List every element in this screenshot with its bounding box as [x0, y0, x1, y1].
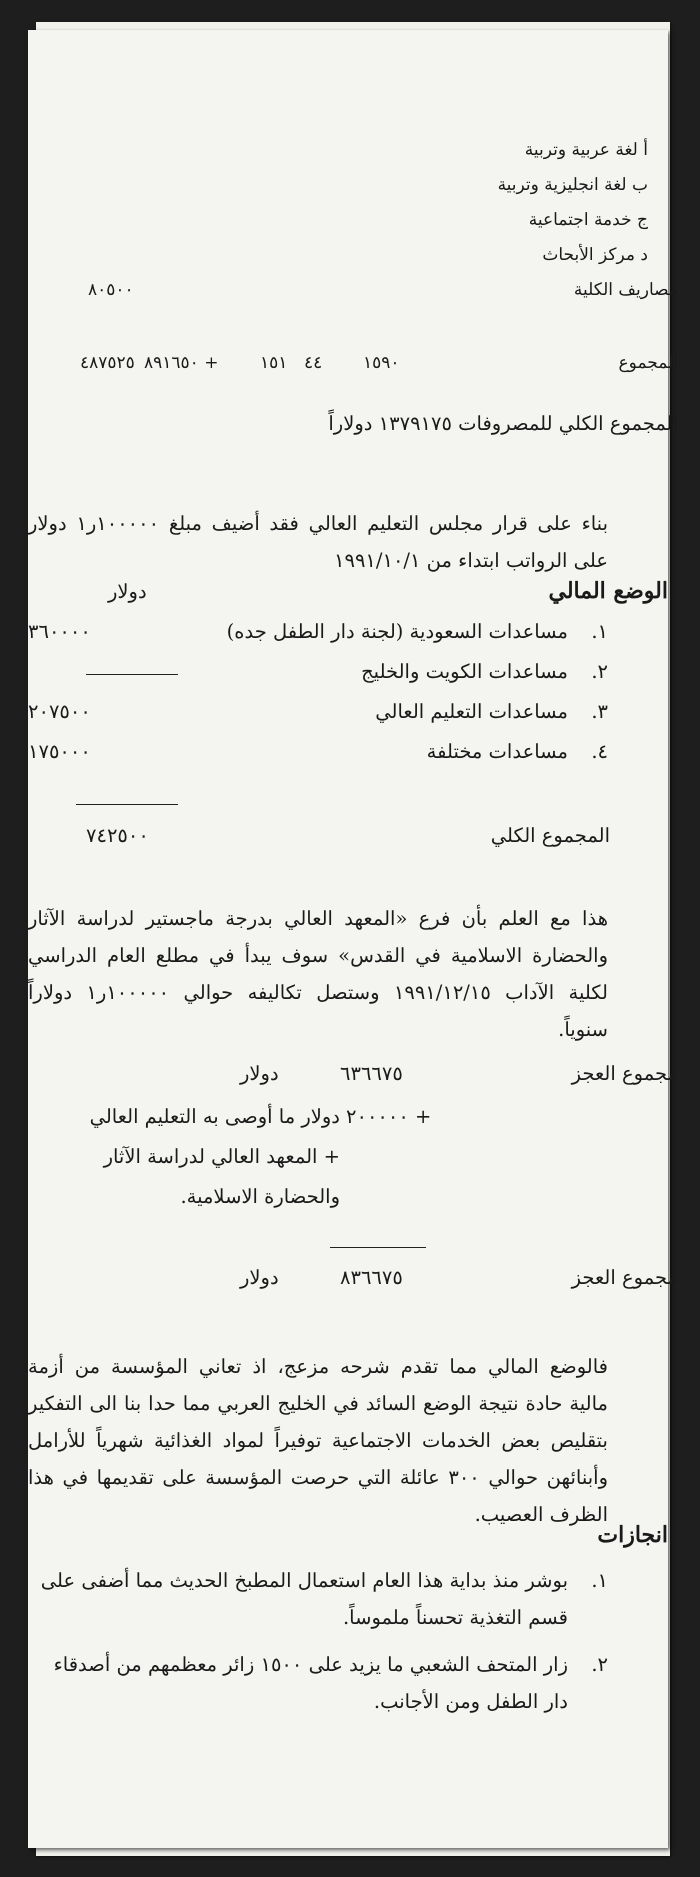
budget-item-b: ب لغة انجليزية وتربية [497, 175, 648, 195]
financial-item: ٤. مساعدات مختلفة ١٧٥٠٠٠ [28, 740, 608, 763]
total-rule [76, 804, 178, 805]
situation-paragraph: فالوضع المالي مما تقدم شرحه مزعج، اذ تعاني المؤسسة من أزمة مالية حادة نتيجة الوضع السائد في الخليج العربي مما حدا بنا الى التفكير بتقليص بعض الخدمات الاجتماعية توفيراً لمواد الغذائية شهرياً للأرامل وأبنائهن حوالي ٣٠٠ عائلة التي حرصت المؤسسة على تقديمها في هذا الظرف العصيب. [28, 1355, 608, 1526]
council-decision: بناء على قرار مجلس التعليم العالي فقد أضيف مبلغ ١٠٠٠٠٠ر١ دولار على الرواتب ابتداء من ١٩٩١/١٠/١ [28, 512, 608, 572]
financial-item: ٢. مساعدات الكويت والخليج [361, 660, 608, 683]
currency-header: دولار [108, 580, 147, 603]
deficit-value: ٦٣٦٦٧٥ [340, 1062, 403, 1085]
final-deficit-label: مجموع العجز [571, 1266, 678, 1289]
achievements-title: انجازات [597, 1522, 668, 1548]
totals-value-5: ٤٨٧٥٢٥ [80, 353, 135, 373]
deficit-label: مجموع العجز [571, 1062, 678, 1085]
document-page [28, 30, 678, 1848]
financial-total-value: ٧٤٢٥٠٠ [86, 824, 149, 847]
grand-total-expenses: المجموع الكلي للمصروفات ١٣٧٩١٧٥ دولاراً [328, 412, 678, 435]
final-deficit-value: ٨٣٦٦٧٥ [340, 1266, 403, 1289]
college-expenses-value: ٨٠٥٠٠ [88, 280, 134, 300]
financial-item: ٣. مساعدات التعليم العالي ٢٠٧٥٠٠ [28, 700, 608, 723]
financial-total-label: المجموع الكلي [490, 824, 610, 847]
achievement-item: ٢. زار المتحف الشعبي ما يزيد على ١٥٠٠ زائر معظمهم من أصدقاء دار الطفل ومن الأجانب. [53, 1653, 608, 1713]
addition-amount: ٢٠٠٠٠٠ + [346, 1105, 432, 1128]
totals-value-1: ١٥٩٠ [363, 353, 400, 373]
financial-status-title: الوضع المالي [548, 578, 668, 604]
budget-item-c: ج خدمة اجتماعية [528, 210, 648, 230]
totals-value-4: ٨٩١٦٥٠ + [144, 353, 219, 373]
totals-value-2: ٤٤ [304, 353, 323, 373]
deficit-currency: دولار [240, 1062, 279, 1085]
financial-item: ١. مساعدات السعودية (لجنة دار الطفل جده) ٣٦٠٠٠٠ [28, 620, 608, 643]
addition-line-1: دولار ما أوصى به التعليم العالي [89, 1105, 340, 1128]
college-expenses-label: مصاريف الكلية [573, 280, 678, 300]
totals-value-3: ١٥١ [260, 353, 288, 373]
institute-note: هذا مع العلم بأن فرع «المعهد العالي بدرجة ماجستير لدراسة الآثار والحضارة الاسلامية في القدس» سوف يبدأ في مطلع العام الدراسي لكلية الآداب ١٩٩١/١٢/١٥ وستصل تكاليفه حوالي ١٠٠٠٠٠ر١ دولاراً سنوياً. [28, 907, 608, 1041]
final-deficit-currency: دولار [240, 1266, 279, 1289]
addition-line-3: والحضارة الاسلامية. [180, 1185, 340, 1208]
budget-item-d: د مركز الأبحاث [542, 245, 648, 265]
deficit-rule [330, 1247, 426, 1248]
addition-line-2: + المعهد العالي لدراسة الآثار [103, 1145, 340, 1168]
achievement-item: ١. بوشر منذ بداية هذا العام استعمال المطبخ الحديث مما أضفى على قسم التغذية تحسناً ملموساً. [40, 1569, 608, 1629]
totals-label: المجموع [618, 353, 678, 373]
budget-item-a: أ لغة عربية وتربية [524, 140, 648, 160]
